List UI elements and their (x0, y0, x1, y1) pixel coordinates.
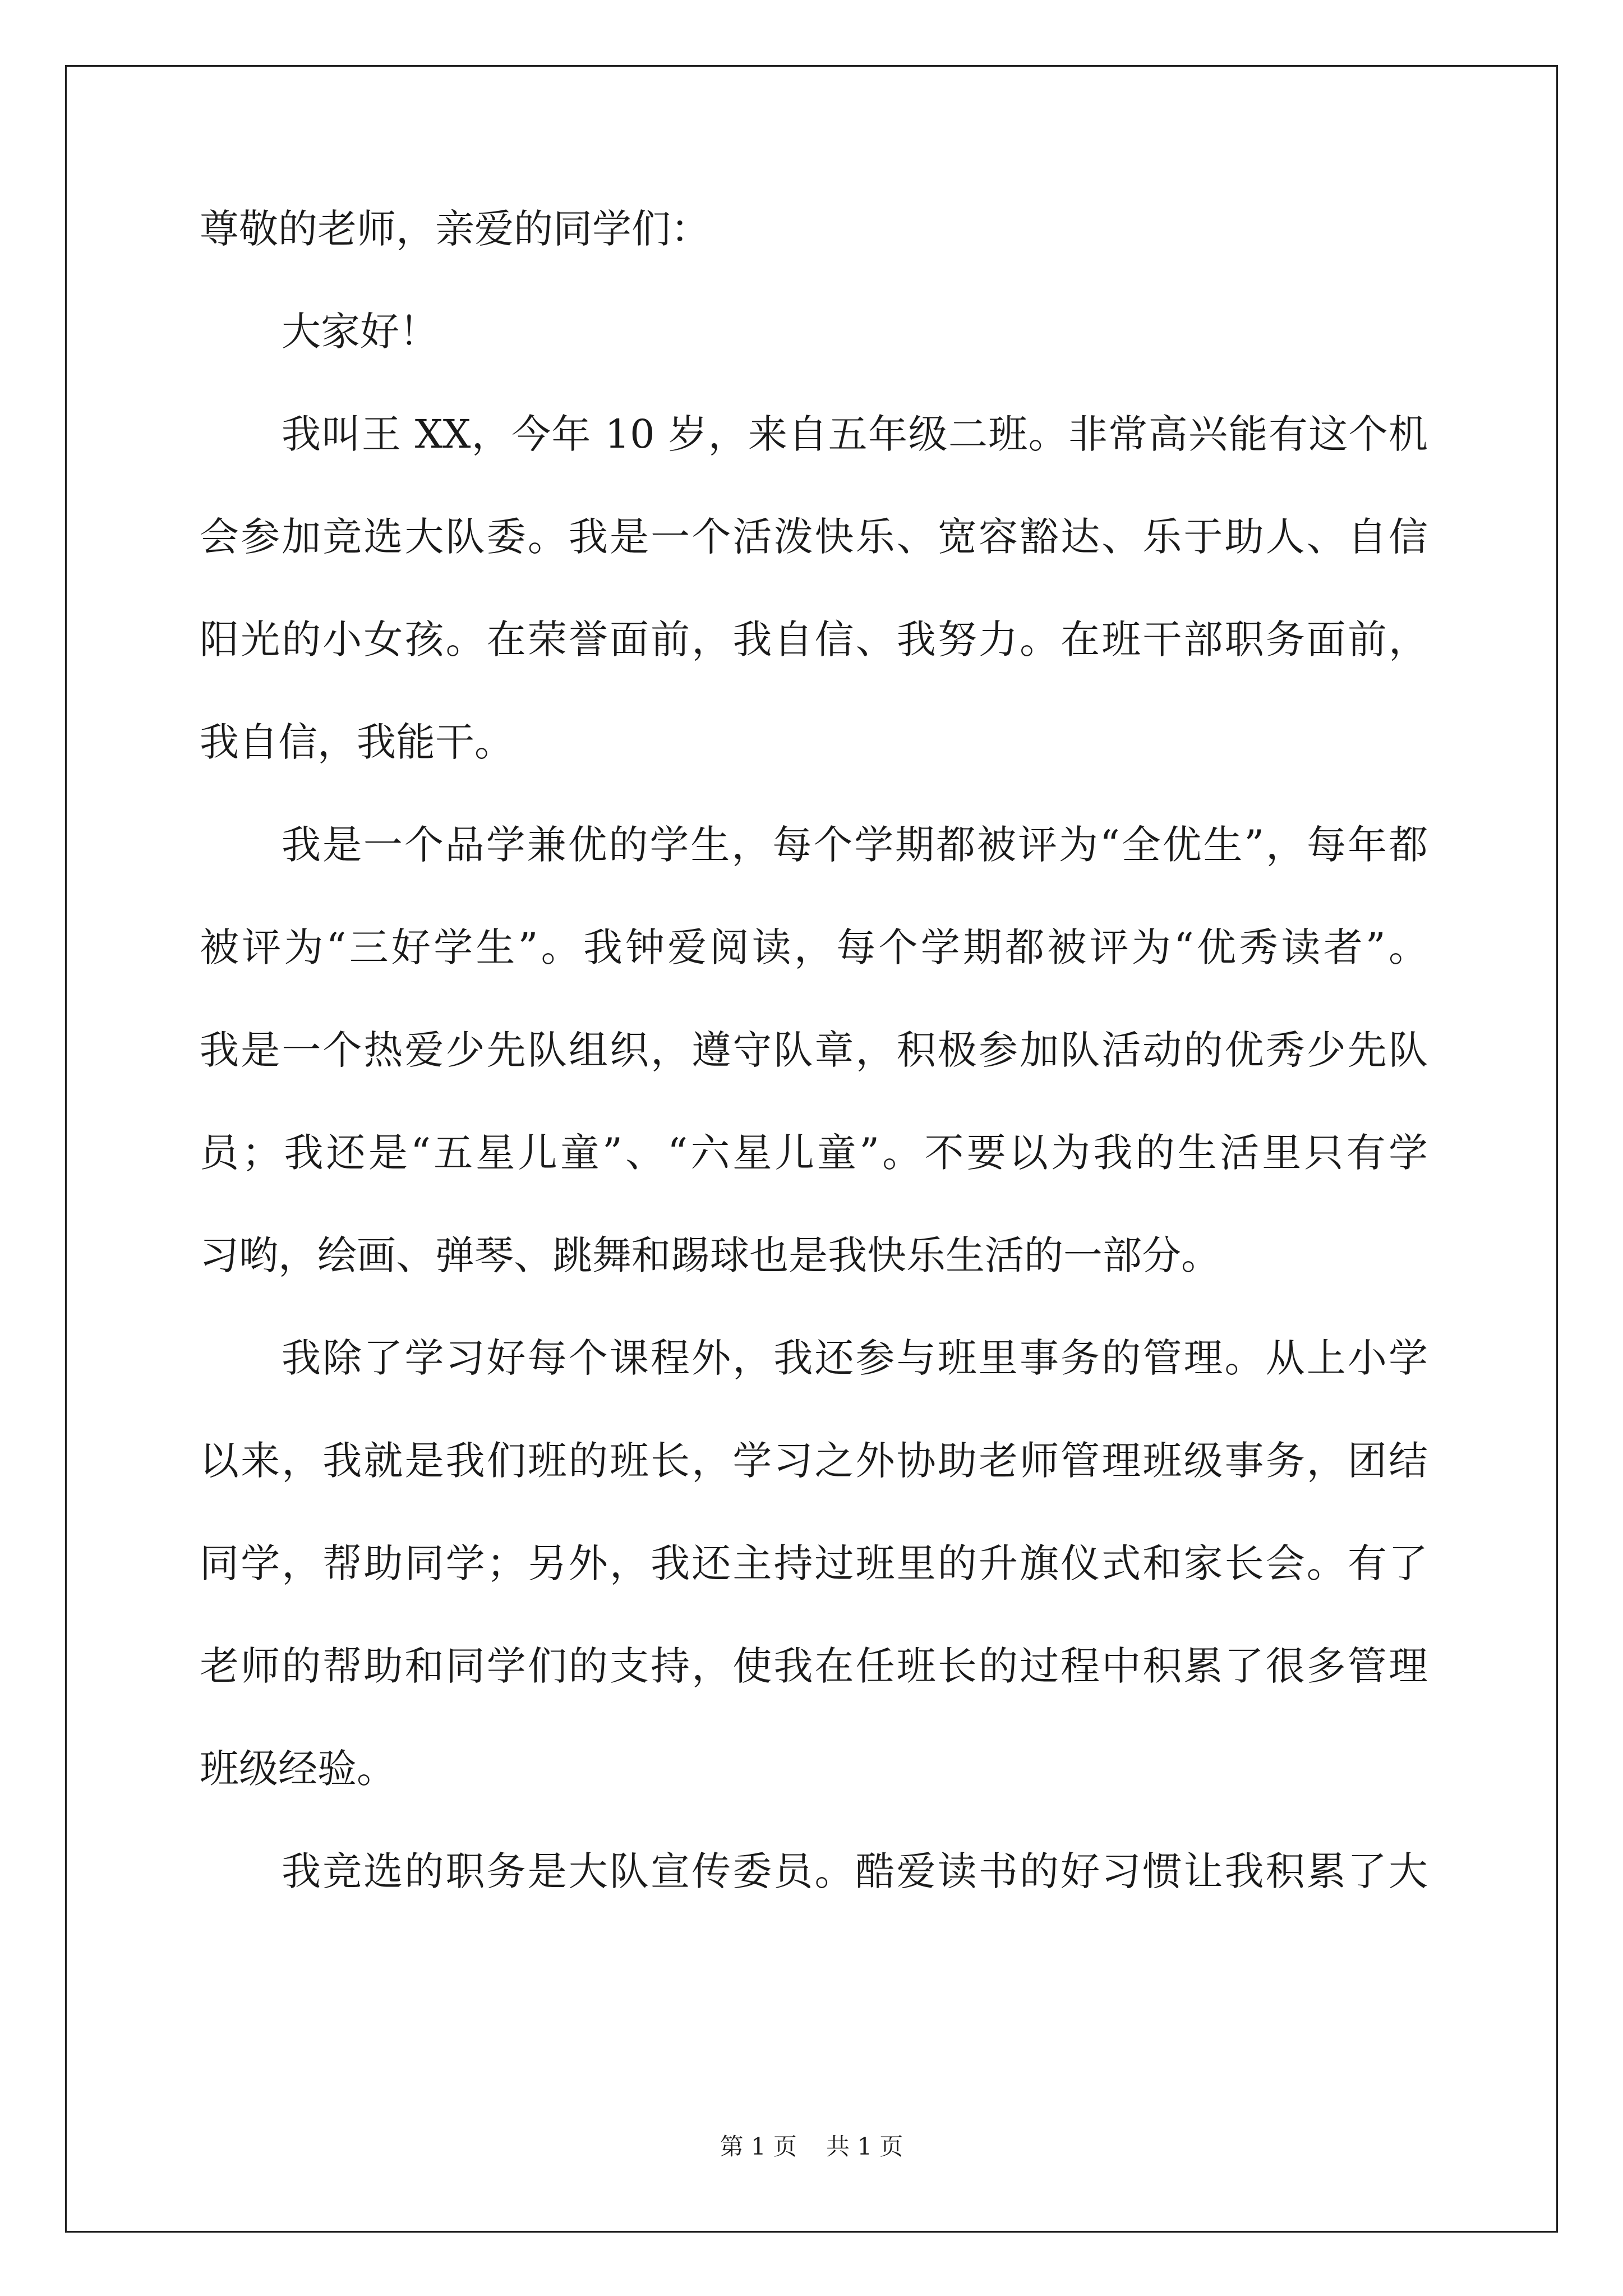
page-number: 第 1 页 (720, 2133, 797, 2160)
text-line: 班级经验。 (200, 1746, 396, 1792)
document-body (200, 206, 1428, 1954)
text-line: 员；我还是“五星儿童”、“六星儿童”。不要以为我的生活里只有学 (200, 1130, 1428, 1176)
text-line: 我叫王 XX，今年 10 岁，来自五年级二班。非常高兴能有这个机 (282, 411, 1428, 457)
text-line: 习哟，绘画、弹琴、跳舞和踢球也是我快乐生活的一部分。 (200, 1232, 1220, 1278)
text-line: 会参加竞选大队委。我是一个活泼快乐、宽容豁达、乐于助人、自信 (200, 514, 1428, 560)
text-line: 老师的帮助和同学们的支持，使我在任班长的过程中积累了很多管理 (200, 1643, 1428, 1689)
page-footer (0, 2135, 1623, 2159)
text-line: 我除了学习好每个课程外，我还参与班里事务的管理。从上小学 (282, 1335, 1428, 1381)
text-line: 阳光的小女孩。在荣誉面前，我自信、我努力。在班干部职务面前， (200, 616, 1428, 662)
text-line: 我是一个热爱少先队组织，遵守队章，积极参加队活动的优秀少先队 (200, 1027, 1428, 1073)
text-line: 尊敬的老师，亲爱的同学们： (200, 206, 710, 252)
text-line: 被评为“三好学生”。我钟爱阅读，每个学期都被评为“优秀读者”。 (200, 924, 1428, 970)
text-line: 我是一个品学兼优的学生，每个学期都被评为“全优生”，每年都 (282, 822, 1428, 868)
text-line: 大家好！ (282, 309, 439, 355)
text-line: 同学，帮助同学；另外，我还主持过班里的升旗仪式和家长会。有了 (200, 1540, 1428, 1586)
page-total: 共 1 页 (826, 2133, 903, 2160)
text-line: 我竞选的职务是大队宣传委员。酷爱读书的好习惯让我积累了大 (282, 1848, 1428, 1894)
text-line: 以来，我就是我们班的班长，学习之外协助老师管理班级事务，团结 (200, 1438, 1428, 1484)
text-line: 我自信，我能干。 (200, 719, 514, 765)
